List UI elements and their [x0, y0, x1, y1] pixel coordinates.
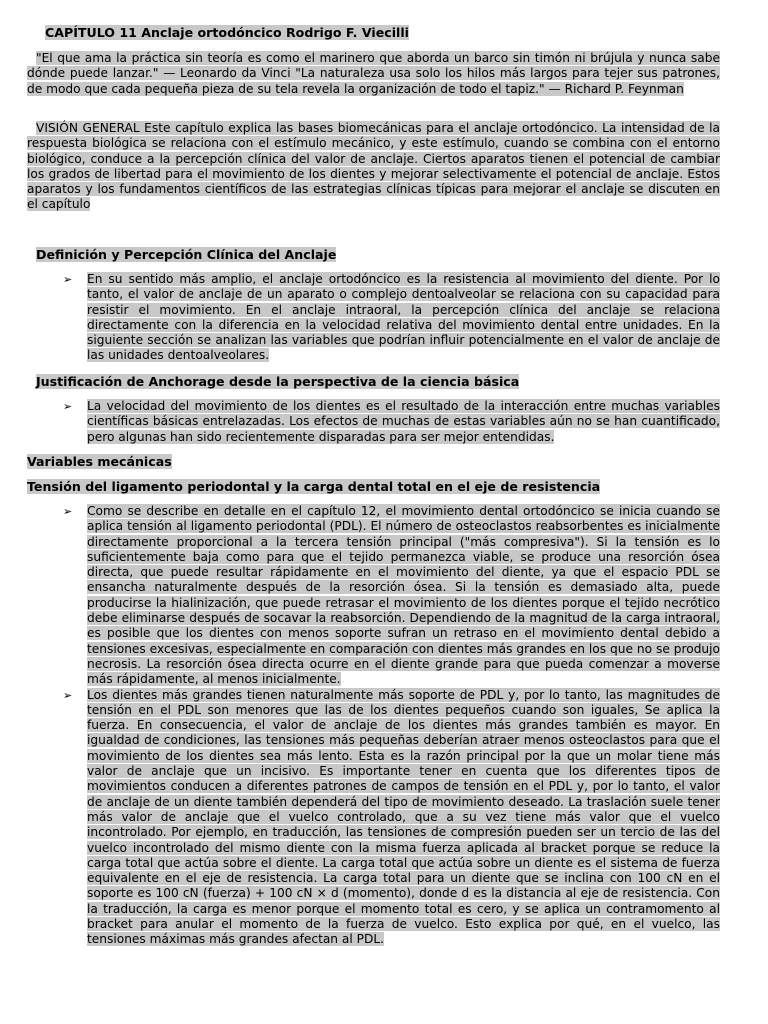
section-heading-definition-text: Definición y Percepción Clínica del Anclaje: [36, 247, 337, 262]
heading-tension: [27, 479, 720, 494]
arrow-bullet-icon: ➢: [63, 688, 73, 702]
chapter-title: [36, 25, 720, 40]
justification-bullet-list: [27, 399, 720, 445]
heading-mechanical-variables: [27, 454, 720, 469]
list-item: [27, 272, 720, 364]
list-item-text: Los dientes más grandes tienen naturalmente más soporte de PDL y, por lo tanto, las magnitudes de tensión en el PDL son menores que las de los dientes pequeños cuando son iguales, Se aplica la fuerza. En consecuencia, el valor de anclaje de los dientes más grandes también es mayor. En igualdad de condiciones, las tensiones más pequeñas deberían atraer menos osteoclastos para que el movimiento de los dientes sea más lento. Esta es la razón principal por la que un molar tiene más valor de anclaje que un incisivo. Es importante tener en cuenta que los diferentes tipos de movimientos conducen a diferentes patrones de campos de tensión en el PDL y, por lo tanto, el valor de anclaje de un diente también dependerá del tipo de movimiento deseado. La traslación suele tener más valor de anclaje que el vuelco controlado, que a su vez tiene más valor que el vuelco incontrolado. Por ejemplo, en traducción, las tensiones de compresión pueden ser un tercio de las del vuelco incontrolado del mismo diente con la misma fuerza aplicada al bracket porque se reduce la carga total que actúa sobre el diente. La carga total que actúa sobre un diente es el sistema de fuerza equivalente en el eje de resistencia. La carga total para un diente que se inclina con 100 cN en el soporte es 100 cN (fuerza) + 100 cN × d (momento), donde d es la distancia al eje de resistencia. Con la traducción, la carga es menor porque el momento total es cero, y se aplica un contramomento al bracket para anular el momento de la fuerza de vuelco. Esto explica por qué, en el vuelco, las tensiones máximas más grandes afectan al PDL.: [87, 687, 720, 947]
list-item: [27, 399, 720, 445]
definition-bullet-list: [27, 272, 720, 364]
tension-bullet-list: [27, 504, 720, 948]
epigraph-quote: [27, 51, 720, 97]
section-heading-justification-text: Justificación de Anchorage desde la perspectiva de la ciencia básica: [36, 374, 520, 389]
list-item: [27, 504, 720, 688]
list-item-text: En su sentido más amplio, el anclaje ortodóncico es la resistencia al movimiento del diente. Por lo tanto, el valor de anclaje de un aparato o complejo dentoalveolar se relaciona con su capacidad para resistir el movimiento. En el anclaje intraoral, la percepción clínica del anclaje se relaciona directamente con la diferencia en la velocidad relativa del movimiento dental entre unidades. En la siguiente sección se analizan las variables que podrían influir potencialmente en el valor de anclaje de las unidades dentoalveolares.: [87, 272, 720, 363]
chapter-title-text: CAPÍTULO 11 Anclaje ortodóncico Rodrigo F. Viecilli: [45, 25, 409, 40]
epigraph-quote-text: "El que ama la práctica sin teoría es como el marinero que aborda un barco sin timón ni brújula y nunca sabe dónde puede lanzar." — Leonardo da Vinci "La naturaleza usa solo los hilos más largos para tejer sus patrones, de modo que cada pequeña pieza de su tela revela la organización de todo el tapiz." — Richard P. Feynman: [27, 51, 720, 96]
arrow-bullet-icon: ➢: [63, 273, 73, 286]
section-heading-justification: [36, 374, 720, 389]
heading-tension-text: Tensión del ligamento periodontal y la carga dental total en el eje de resistencia: [27, 479, 601, 494]
overview-paragraph: [27, 121, 720, 213]
section-heading-definition: [36, 247, 720, 262]
list-item-text: La velocidad del movimiento de los dientes es el resultado de la interacción entre muchas variables científicas básicas entrelazadas. Los efectos de muchas de estas variables aún no se han cuantificado, pero algunas han sido recientemente disparadas para ser mejor entendidas.: [87, 399, 720, 444]
arrow-bullet-icon: ➢: [63, 505, 73, 518]
list-item: [27, 688, 720, 948]
heading-mechanical-variables-text: Variables mecánicas: [27, 454, 172, 469]
overview-text: VISIÓN GENERAL Este capítulo explica las bases biomecánicas para el anclaje ortodóncico. La intensidad de la respuesta biológica se relaciona con el estímulo mecánico, y este estímulo, cuando se combina con el entorno biológico, conduce a la percepción clínica del valor de anclaje. Ciertos aparatos tienen el potencial de cambiar los grados de libertad para el movimiento de los dientes y mejorar selectivamente el potencial de anclaje. Estos aparatos y los fundamentos científicos de las estrategias clínicas típicas para mejorar el anclaje se discuten en el capítulo: [27, 121, 720, 212]
arrow-bullet-icon: ➢: [63, 400, 73, 413]
list-item-text: Como se describe en detalle en el capítulo 12, el movimiento dental ortodóncico se inicia cuando se aplica tensión al ligamento periodontal (PDL). El número de osteoclastos reabsorbentes es inicialmente directamente proporcional a la tercera tensión principal ("más compresiva"). Si la tensión es lo suficientemente baja como para que el tejido permanezca viable, se produce una resorción ósea directa, que puede resultar rápidamente en el movimiento del diente, ya que el espacio PDL se ensancha naturalmente después de la resorción ósea. Si la tensión es demasiado alta, puede producirse la hialinización, que puede retrasar el movimiento de los dientes porque el tejido necrótico debe eliminarse después de socavar la reabsorción. Dependiendo de la magnitud de la carga intraoral, es posible que los dientes con menos soporte sufran un retraso en el movimiento dental debido a tensiones excesivas, especialmente en comparación con dientes más grandes en los que no se produjo necrosis. La resorción ósea directa ocurre en el diente grande para que pueda comenzar a moverse más rápidamente, al menos inicialmente.: [87, 504, 720, 687]
